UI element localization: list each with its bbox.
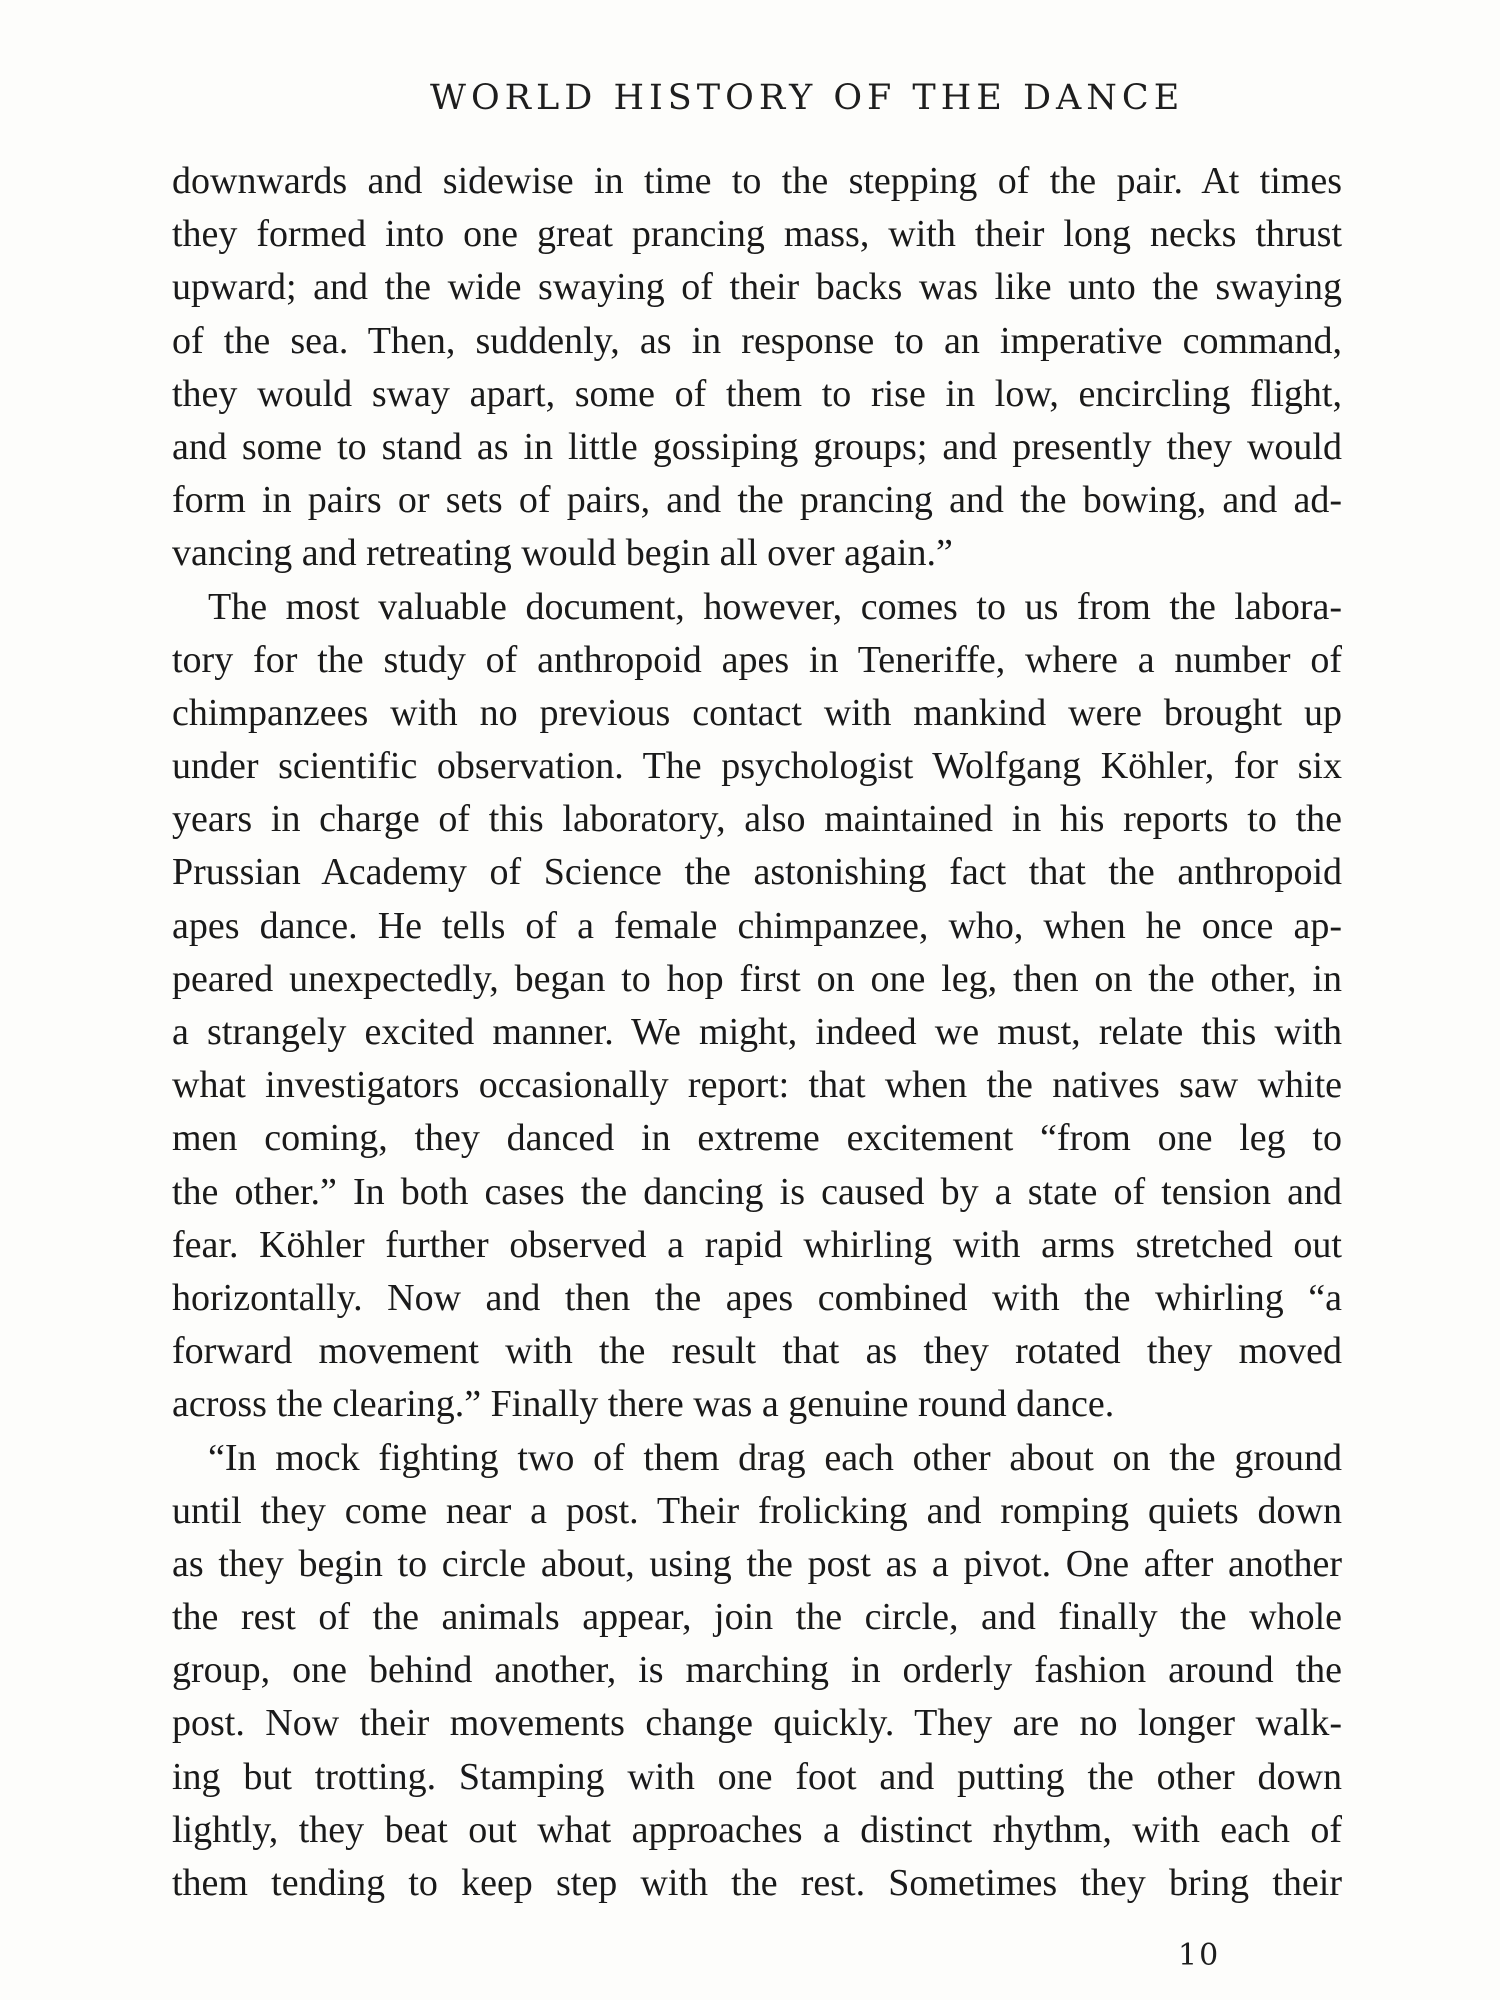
text-line: what investigators occasionally report: that when the natives saw white — [172, 1064, 1342, 1107]
text-line: vancing and retreating would begin all over again.” — [172, 532, 953, 575]
text-line: they would sway apart, some of them to rise in low, encircling flight, — [172, 372, 1342, 415]
page-number: 10 — [1178, 1938, 1221, 1973]
text-line: “In mock fighting two of them drag each other about on the ground — [208, 1436, 1342, 1479]
text-line: the other.” In both cases the dancing is caused by a state of tension and — [172, 1170, 1342, 1213]
text-line: Prussian Academy of Science the astonishing fact that the anthropoid — [172, 851, 1342, 894]
text-line: lightly, they beat out what approaches a distinct rhythm, with each of — [172, 1808, 1342, 1851]
text-line: as they begin to circle about, using the post as a pivot. One after another — [172, 1542, 1342, 1585]
text-line: and some to stand as in little gossiping groups; and presently they would — [172, 425, 1342, 468]
text-line: downwards and sidewise in time to the stepping of the pair. At times — [172, 160, 1342, 202]
text-line: forward movement with the result that as they rotated they moved — [172, 1330, 1342, 1373]
text-line: tory for the study of anthropoid apes in Teneriffe, where a number of — [172, 638, 1342, 681]
text-line: peared unexpectedly, began to hop first on one leg, then on the other, in — [172, 957, 1342, 1000]
text-line: fear. Köhler further observed a rapid whirling with arms stretched out — [172, 1223, 1342, 1266]
text-line: under scientific observation. The psychologist Wolfgang Köhler, for six — [172, 745, 1342, 788]
text-line: of the sea. Then, suddenly, as in response to an imperative command, — [172, 319, 1342, 362]
running-head: WORLD HISTORY OF THE DANCE — [430, 78, 1185, 118]
text-line: a strangely excited manner. We might, indeed we must, relate this with — [172, 1011, 1342, 1053]
text-line: across the clearing.” Finally there was a genuine round dance. — [172, 1383, 1115, 1426]
text-line: until they come near a post. Their frolicking and romping quiets down — [172, 1489, 1342, 1532]
text-line: The most valuable document, however, comes to us from the labora- — [208, 585, 1342, 628]
text-line: the rest of the animals appear, join the circle, and finally the whole — [172, 1596, 1342, 1639]
text-line: men coming, they danced in extreme excitement “from one leg to — [172, 1117, 1342, 1160]
text-line: apes dance. He tells of a female chimpanzee, who, when he once ap- — [172, 904, 1342, 947]
text-line: form in pairs or sets of pairs, and the prancing and the bowing, and ad- — [172, 479, 1342, 522]
text-line: them tending to keep step with the rest. Sometimes they bring their — [172, 1862, 1342, 1904]
text-line: years in charge of this laboratory, also maintained in his reports to the — [172, 798, 1342, 841]
text-line: upward; and the wide swaying of their backs was like unto the swaying — [172, 266, 1342, 309]
text-line: chimpanzees with no previous contact with mankind were brought up — [172, 691, 1342, 734]
text-line: post. Now their movements change quickly. They are no longer walk- — [172, 1702, 1342, 1745]
text-line: they formed into one great prancing mass, with their long necks thrust — [172, 213, 1342, 256]
text-line: group, one behind another, is marching in orderly fashion around the — [172, 1649, 1342, 1692]
text-line: horizontally. Now and then the apes combined with the whirling “a — [172, 1276, 1342, 1319]
text-line: ing but trotting. Stamping with one foot and putting the other down — [172, 1755, 1342, 1798]
body-text — [172, 155, 1342, 1910]
